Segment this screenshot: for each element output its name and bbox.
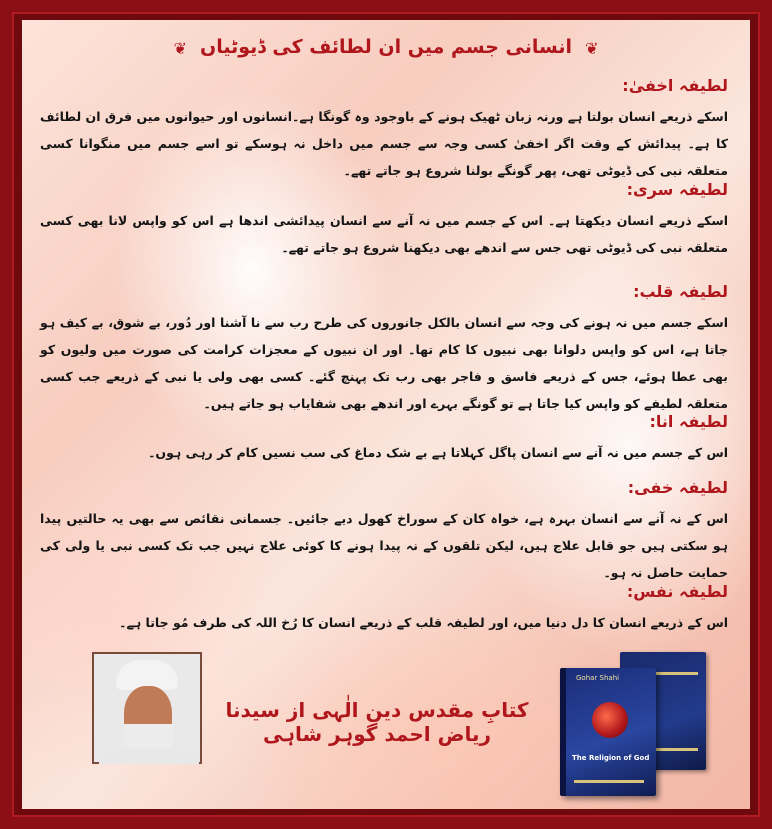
- ornament-right-icon: ❦: [585, 39, 599, 58]
- globe-icon: [592, 702, 628, 738]
- section-text: اسکے ذریعے انسان بولتا ہے ورنہ زبان ٹھیک ہونے کے باوجود وہ گونگا ہے۔انسانوں اور حیوانوں میں فرق ان لطائف کا ہے۔ پیدائش کے وقت اگر اخفیٰ کسی وجہ سے جسم میں داخل نہ ہوسکے تو اسے جسم میں منگوانا کسی متعلقہ نبی کی ڈیوٹی تھی، پھر گونگے بولنا شروع ہو جاتے تھے۔: [40, 109, 728, 178]
- section-heading: لطیفہ انا:: [649, 412, 728, 431]
- book-covers: [560, 650, 740, 800]
- section-text: اس کے جسم میں نہ آنے سے انسان پاگل کہلاتا ہے بے شک دماغ کی سب نسیں کام کر رہی ہوں۔: [148, 445, 728, 460]
- cover-author: Gohar Shahi: [576, 674, 620, 682]
- section-qalb: [40, 282, 728, 417]
- section-text: اسکے ذریعے انسان دیکھتا ہے۔ اس کے جسم میں نہ آنے سے انسان پیدائشی اندھا ہے اس کو واپس لانا بھی کسی متعلقہ نبی کی ڈیوٹی تھی جس سے اندھے بھی دیکھنا شروع ہو جاتے تھے۔: [40, 213, 728, 255]
- section-heading: لطیفہ قلب:: [633, 282, 728, 301]
- section-text: اسکے جسم میں نہ ہونے کی وجہ سے انسان بالکل جانوروں کی طرح رب سے نا آشنا اور دُور، بے شوق، بے کیف ہو جاتا ہے، اس کو واپس دلوانا بھی نبیوں کا کام تھا۔ اور ان نبیوں کے معجزات کرامت کی صورت میں ولیوں کو بھی عطا ہوئے، جس کے ذریعے فاسق و فاجر بھی رب تک پہنچ گئے۔ کسی بھی ولی یا نبی کے ذریعے جب کسی متعلقہ لطیفے کو واپس کیا جاتا ہے تو گونگے بہرے اور اندھے بھی شفایاب ہو جاتے ہیں۔: [40, 315, 728, 411]
- title-bar: [22, 36, 750, 58]
- section-akhfa: [40, 76, 728, 184]
- cover-stripe: [574, 780, 644, 783]
- section-text: اس کے نہ آنے سے انسان بہرہ ہے، خواہ کان کے سوراخ کھول دیے جائیں۔ جسمانی نقائص سے بھی یہ حالتیں پیدا ہو سکتی ہیں جو قابل علاج ہیں، لیکن تلقوں کے نہ پیدا ہونے کا کوئی علاج نہیں جب تک کسی نبی یا ولی کی حمایت حاصل نہ ہو۔: [40, 511, 728, 580]
- section-heading: لطیفہ سری:: [626, 180, 728, 199]
- section-heading: لطیفہ خفی:: [627, 478, 728, 497]
- book-caption: کتابِ مقدس دینِ الٰہی از سیدنا ریاض احمد گوہر شاہی: [225, 698, 529, 746]
- ornament-left-icon: ❦: [173, 39, 187, 58]
- section-heading: لطیفہ اخفیٰ:: [622, 76, 728, 95]
- section-sirri: [40, 180, 728, 261]
- section-khafi: [40, 478, 728, 586]
- content-panel: [22, 20, 750, 809]
- cover-title: The Religion of God: [572, 754, 650, 762]
- section-nafs: [40, 582, 728, 636]
- author-photo: [92, 652, 202, 764]
- section-ana: [40, 412, 728, 466]
- page-title: انسانی جسم میں ان لطائف کی ڈیوٹیاں: [200, 36, 572, 58]
- book-cover-front: [560, 668, 656, 796]
- section-heading: لطیفہ نفس:: [626, 582, 728, 601]
- photo-shirt: [99, 748, 199, 764]
- section-text: اس کے ذریعے انسان کا دل دنیا میں، اور لطیفہ قلب کے ذریعے انسان کا رُخ اللہ کی طرف مُو جاتا ہے۔: [119, 615, 728, 630]
